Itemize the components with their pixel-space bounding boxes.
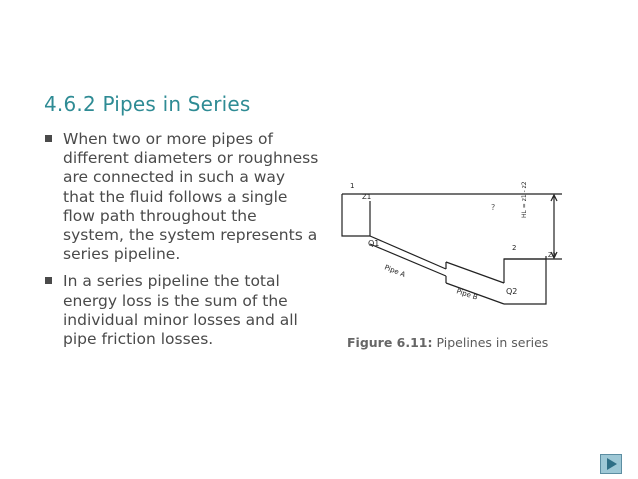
square-bullet-icon bbox=[45, 135, 52, 142]
point-2-label: 2 bbox=[512, 244, 517, 252]
bullet-list bbox=[44, 130, 319, 349]
caption-label: Figure 6.11: bbox=[347, 335, 433, 350]
next-arrow-icon bbox=[607, 458, 617, 470]
square-bullet-icon bbox=[45, 277, 52, 284]
pipe-a-label: Pipe A bbox=[383, 263, 407, 280]
point-1-label: 1 bbox=[350, 182, 355, 190]
caption-text: Pipelines in series bbox=[432, 335, 549, 350]
pipe-b-label: Pipe B bbox=[455, 287, 479, 302]
bullet-text: In a series pipeline the total energy loss is the sum of the individual minor losses and all pipe friction losses. bbox=[63, 272, 298, 349]
next-slide-button[interactable] bbox=[600, 454, 622, 474]
energy-line-mark: ? bbox=[491, 203, 496, 212]
slide-title: 4.6.2 Pipes in Series bbox=[44, 92, 251, 116]
bullet-item bbox=[44, 272, 319, 349]
series-pipeline-diagram bbox=[336, 166, 576, 326]
bullet-item bbox=[44, 130, 319, 264]
q1-label: Q1 bbox=[368, 239, 380, 248]
bullet-text: When two or more pipes of different diameters or roughness are connected in such a way that the fluid follows a single flow path throughout the system, the system represents a series pipeline. bbox=[63, 130, 319, 264]
figure-caption bbox=[347, 335, 548, 350]
q2-label: Q2 bbox=[506, 287, 518, 296]
z1-label: Z1 bbox=[362, 193, 372, 201]
headloss-label: HL = z1 - z2 bbox=[521, 181, 528, 218]
z2-label: Z2 bbox=[548, 252, 556, 259]
